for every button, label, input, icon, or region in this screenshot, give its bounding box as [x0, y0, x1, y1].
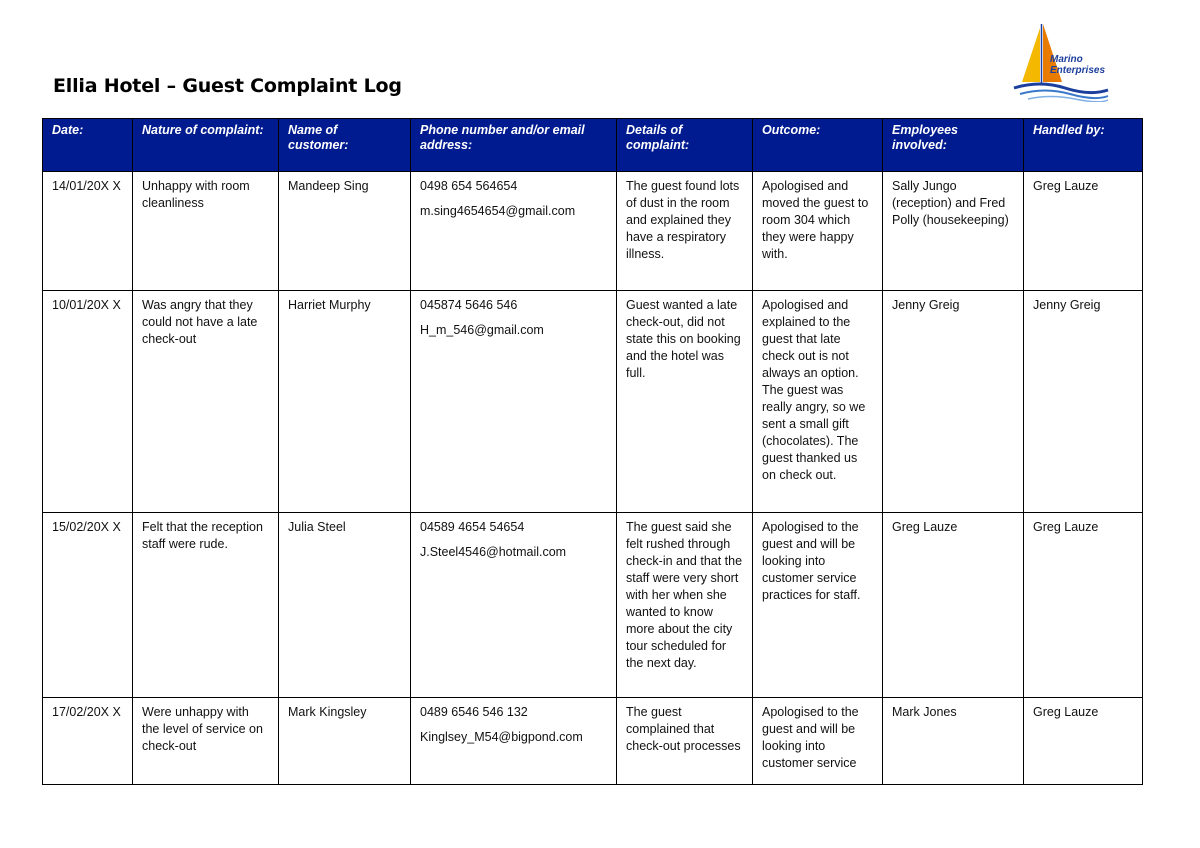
cell-details: Guest wanted a late check-out, did not state this on booking and the hotel was full.	[617, 291, 753, 513]
header-contact: Phone number and/or email address:	[411, 119, 617, 172]
cell-phone: 0489 6546 546 132	[420, 705, 528, 719]
header-nature: Nature of complaint:	[133, 119, 279, 172]
cell-outcome: Apologised and explained to the guest that late check out is not always an option. The guest was really angry, so we sent a small gift (chocolates). The guest thanked us on check out.	[753, 291, 883, 513]
cell-handled-by: Greg Lauze	[1024, 172, 1143, 291]
marino-enterprises-logo	[1010, 22, 1110, 102]
cell-details: The guest said she felt rushed through check-in and that the staff were very short with her when she wanted to know more about the city tour scheduled for the next day.	[617, 513, 753, 698]
cell-handled-by: Greg Lauze	[1024, 698, 1143, 785]
header-details: Details of complaint:	[617, 119, 753, 172]
cell-handled-by: Greg Lauze	[1024, 513, 1143, 698]
cell-nature: Unhappy with room cleanliness	[133, 172, 279, 291]
cell-contact	[411, 513, 617, 698]
cell-phone: 045874 5646 546	[420, 298, 518, 312]
cell-employees: Sally Jungo (reception) and Fred Polly (housekeeping)	[883, 172, 1024, 291]
cell-details: The guest complained that check-out processes	[617, 698, 753, 785]
cell-date: 17/02/20X X	[43, 698, 133, 785]
table-row	[43, 172, 1143, 291]
header-employees: Employees involved:	[883, 119, 1024, 172]
cell-contact	[411, 698, 617, 785]
complaint-log-table	[42, 118, 1143, 785]
page-title: Ellia Hotel – Guest Complaint Log	[53, 75, 402, 97]
cell-contact	[411, 172, 617, 291]
table-row	[43, 513, 1143, 698]
logo-text-line1: Marino	[1050, 54, 1083, 65]
table-row	[43, 291, 1143, 513]
cell-email: Kinglsey_M54@bigpond.com	[420, 730, 583, 744]
cell-name: Mandeep Sing	[279, 172, 411, 291]
cell-nature: Felt that the reception staff were rude.	[133, 513, 279, 698]
cell-handled-by: Jenny Greig	[1024, 291, 1143, 513]
header-outcome: Outcome:	[753, 119, 883, 172]
cell-phone: 0498 654 564654	[420, 179, 518, 193]
cell-name: Harriet Murphy	[279, 291, 411, 513]
cell-outcome: Apologised to the guest and will be looking into customer service	[753, 698, 883, 785]
cell-email: H_m_546@gmail.com	[420, 323, 544, 337]
cell-phone: 04589 4654 54654	[420, 520, 525, 534]
table-header-row	[43, 119, 1143, 172]
cell-details: The guest found lots of dust in the room and explained they have a respiratory illness.	[617, 172, 753, 291]
logo-sail-yellow	[1022, 28, 1040, 82]
cell-contact	[411, 291, 617, 513]
cell-outcome: Apologised and moved the guest to room 304 which they were happy with.	[753, 172, 883, 291]
cell-date: 10/01/20X X	[43, 291, 133, 513]
header-handled-by: Handled by:	[1024, 119, 1143, 172]
cell-employees: Jenny Greig	[883, 291, 1024, 513]
header-name: Name of customer:	[279, 119, 411, 172]
cell-name: Julia Steel	[279, 513, 411, 698]
cell-date: 14/01/20X X	[43, 172, 133, 291]
cell-nature: Was angry that they could not have a late check-out	[133, 291, 279, 513]
logo-text-line2: Enterprises	[1050, 65, 1106, 76]
cell-employees: Greg Lauze	[883, 513, 1024, 698]
cell-name: Mark Kingsley	[279, 698, 411, 785]
table-row	[43, 698, 1143, 785]
cell-outcome: Apologised to the guest and will be looking into customer service practices for staff.	[753, 513, 883, 698]
cell-email: J.Steel4546@hotmail.com	[420, 545, 567, 559]
cell-employees: Mark Jones	[883, 698, 1024, 785]
cell-nature: Were unhappy with the level of service on check-out	[133, 698, 279, 785]
cell-date: 15/02/20X X	[43, 513, 133, 698]
cell-email: m.sing4654654@gmail.com	[420, 204, 576, 218]
header-date: Date:	[43, 119, 133, 172]
